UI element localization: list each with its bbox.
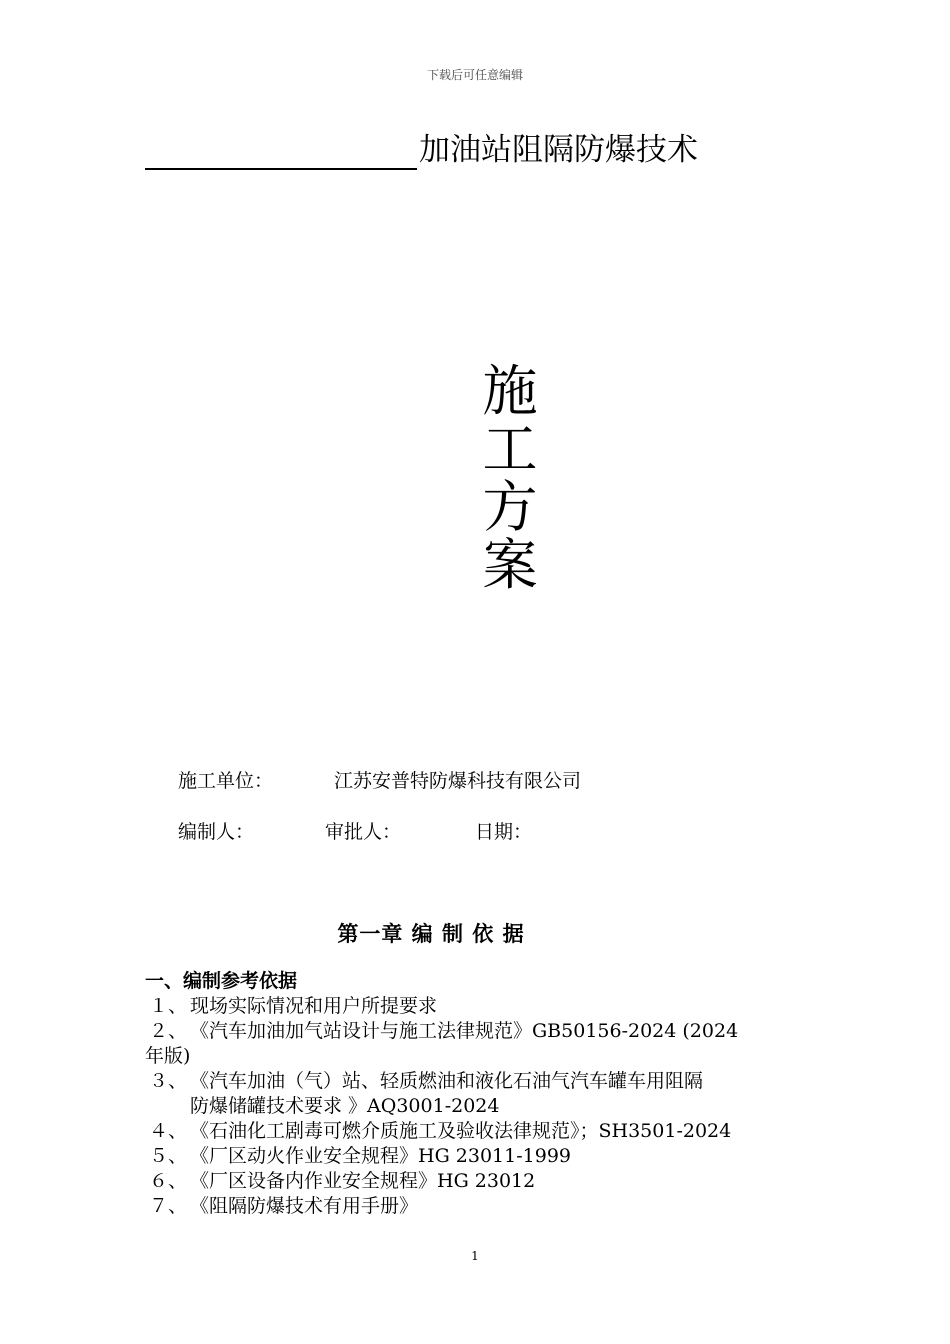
- date-label: 日期：: [475, 821, 533, 843]
- section-title: 一、编制参考依据: [145, 970, 298, 992]
- reference-continuation: 防爆储罐技术要求 》AQ3001-2024: [190, 1095, 500, 1117]
- list-item: [145, 1019, 815, 1069]
- reference-list: [145, 994, 815, 1219]
- reference-number: ７、: [149, 1195, 188, 1217]
- list-item: [145, 994, 815, 1019]
- reference-number: ５、: [149, 1145, 188, 1167]
- list-item: [145, 1119, 815, 1144]
- vertical-title-char: 案: [482, 533, 538, 597]
- reference-text: 《厂区动火作业安全规程》HG 23011-1999: [190, 1145, 572, 1167]
- unit-label: 施工单位：: [178, 770, 274, 792]
- reference-text: 《汽车加油加气站设计与施工法律规范》GB50156-2024 (2024: [190, 1020, 739, 1042]
- chapter-title: 第一章 编 制 依 据: [337, 921, 525, 946]
- compiler-label: 编制人：: [178, 821, 255, 843]
- vertical-title-char: 工: [482, 417, 538, 481]
- vertical-title-char: 施: [482, 359, 538, 423]
- reference-continuation: 年版): [145, 1045, 191, 1067]
- reference-number: ６、: [149, 1170, 188, 1192]
- reference-number: ３、: [149, 1070, 188, 1092]
- reference-text: 《阻隔防爆技术有用手册》: [190, 1195, 419, 1217]
- reference-text: 《汽车加油（气）站、轻质燃油和液化石油气汽车罐车用阻隔: [190, 1070, 704, 1092]
- unit-value: 江苏安普特防爆科技有限公司: [334, 770, 582, 792]
- list-item: [145, 1144, 815, 1169]
- reference-number: １、: [149, 995, 188, 1017]
- reference-number: ２、: [149, 1020, 188, 1042]
- vertical-title-char: 方: [482, 475, 538, 539]
- page-number: 1: [471, 1249, 479, 1263]
- document-title: [145, 128, 698, 170]
- header-note: 下载后可任意编辑: [426, 68, 523, 82]
- reference-text: 《厂区设备内作业安全规程》HG 23012: [190, 1170, 536, 1192]
- list-item: [145, 1069, 815, 1119]
- title-blank-line: [145, 134, 417, 170]
- list-item: [145, 1169, 815, 1194]
- vertical-title: [478, 359, 542, 597]
- approver-label: 审批人：: [325, 821, 402, 843]
- reference-text: 现场实际情况和用户所提要求: [190, 995, 438, 1017]
- reference-text: 《石油化工剧毒可燃介质施工及验收法律规范》；SH3501-2024: [190, 1120, 732, 1142]
- list-item: [145, 1194, 815, 1219]
- reference-number: ４、: [149, 1120, 188, 1142]
- title-text: 加油站阻隔防爆技术: [419, 132, 698, 168]
